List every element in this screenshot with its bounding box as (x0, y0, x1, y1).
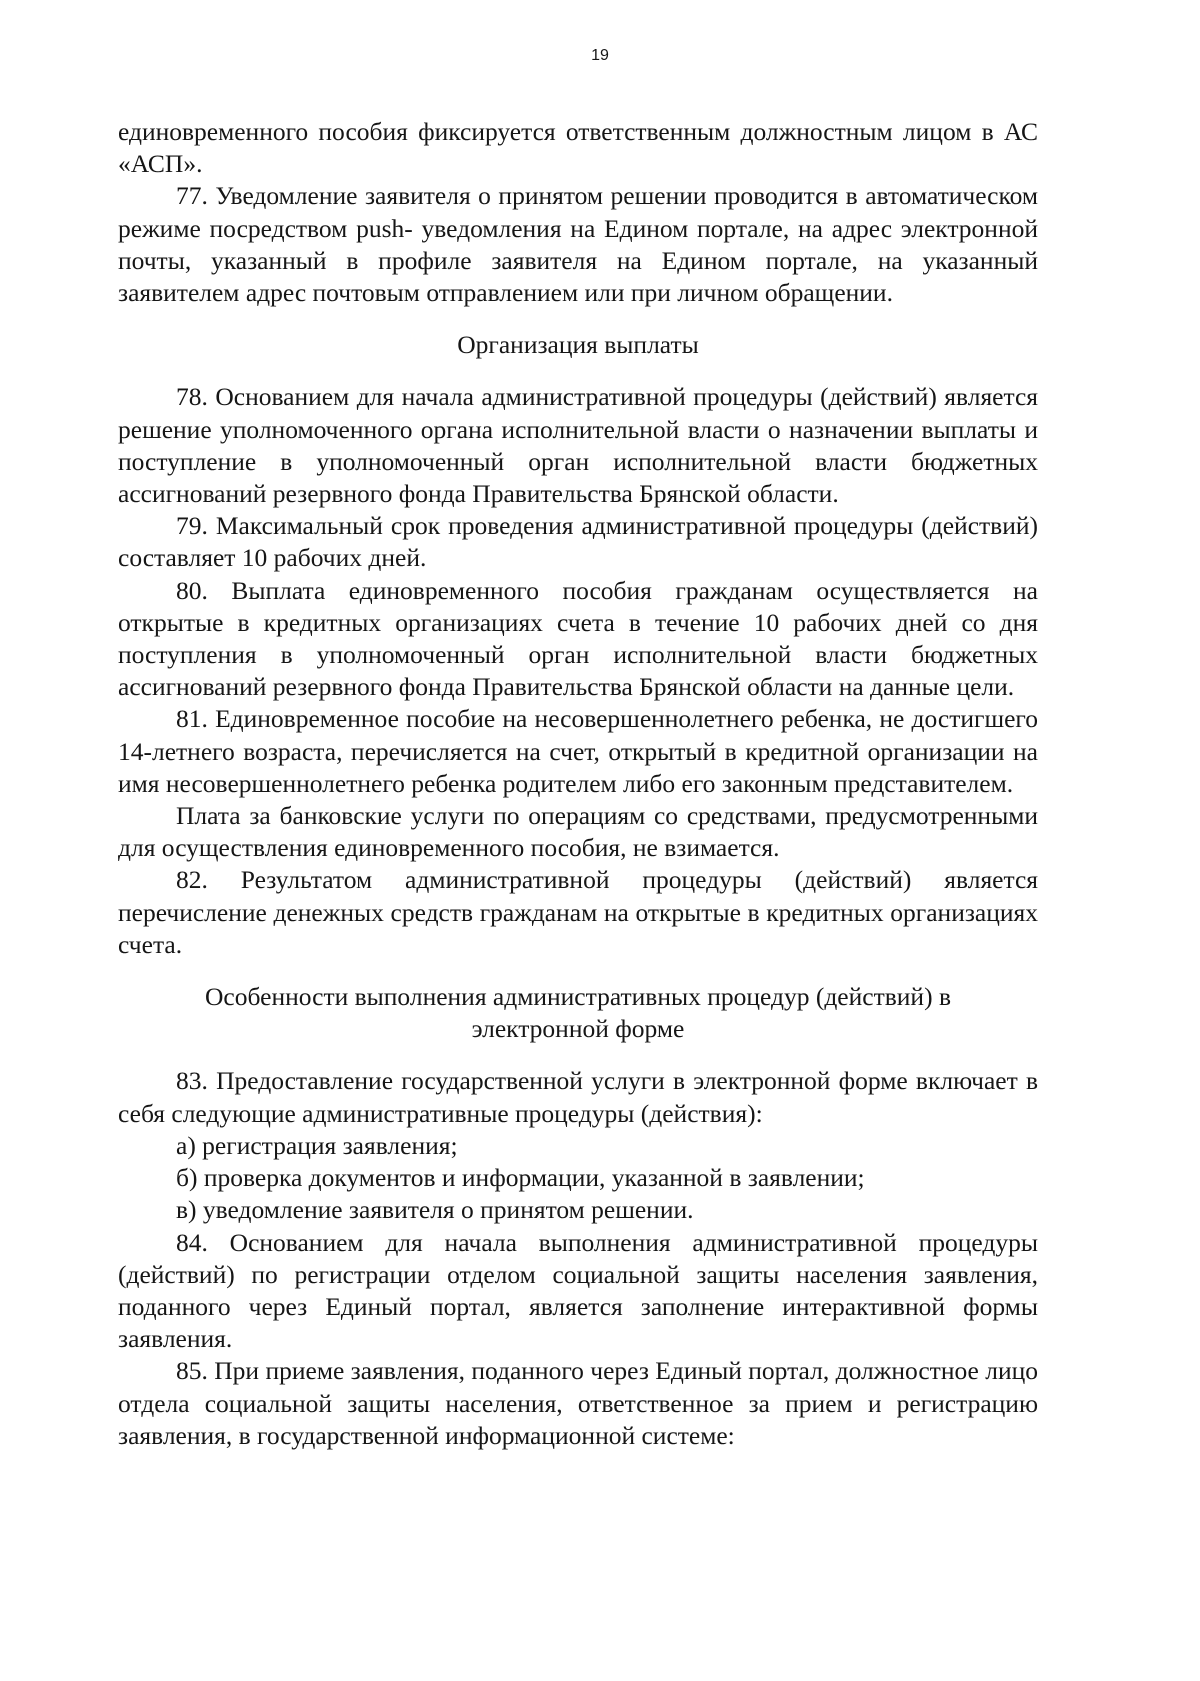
list-item-b: б) проверка документов и информации, указанной в заявлении; (176, 1163, 865, 1193)
section-heading-payment: Организация выплаты (457, 330, 699, 360)
list-item-a: а) регистрация заявления; (176, 1130, 458, 1160)
page-number: 19 (591, 47, 609, 64)
paragraph-83: 83. Предоставление государственной услуги в электронной форме включает в себя следующие административные процедуры (действия): (118, 1066, 1038, 1128)
paragraph-79: 79. Максимальный срок проведения административной процедуры (действий) составляет 10 рабочих дней. (118, 511, 1038, 573)
section-heading-electronic-line2: электронной форме (471, 1014, 685, 1044)
paragraph-85: 85. При приеме заявления, поданного через Единый портал, должностное лицо отдела социальной защиты населения, ответственное за прием и регистрацию заявления, в государственной информационной системе: (118, 1356, 1038, 1450)
paragraph-78: 78. Основанием для начала административной процедуры (действий) является решение уполномоченного органа исполнительной власти о назначении выплаты и поступление в уполномоченный орган исполнительной власти бюджетных ассигнований резервного фонда Правительства Брянской области. (118, 382, 1038, 509)
paragraph-81: 81. Единовременное пособие на несовершеннолетнего ребенка, не достигшего 14-летнего возраста, перечисляется на счет, открытый в кредитной организации на имя несовершеннолетнего ребенка родителем либо его законным представителем. (118, 704, 1038, 798)
paragraph-84: 84. Основанием для начала выполнения административной процедуры (действий) по регистрации отделом социальной защиты населения заявления, поданного через Единый портал, является заполнение интерактивной формы заявления. (118, 1227, 1038, 1354)
section-heading-electronic-line1: Особенности выполнения административных процедур (действий) в (205, 982, 951, 1012)
paragraph-82: 82. Результатом административной процедуры (действий) является перечисление денежных средств гражданам на открытые в кредитных организациях счета. (118, 865, 1038, 959)
paragraph-80: 80. Выплата единовременного пособия гражданам осуществляется на открытые в кредитных организациях счета в течение 10 рабочих дней со дня поступления в уполномоченный орган исполнительной власти бюджетных ассигнований резервного фонда Правительства Брянской области на данные цели. (118, 575, 1038, 702)
paragraph-bank-fee: Плата за банковские услуги по операциям со средствами, предусмотренными для осуществления единовременного пособия, не взимается. (118, 801, 1038, 863)
list-item-c: в) уведомление заявителя о принятом решении. (176, 1195, 694, 1225)
paragraph-continuation: единовременного пособия фиксируется ответственным должностным лицом в АС «АСП». (118, 117, 1038, 179)
paragraph-77: 77. Уведомление заявителя о принятом решении проводится в автоматическом режиме посредством push- уведомления на Едином портале, на адрес электронной почты, указанный в профиле заявителя на Едином портале, на указанный заявителем адрес почтовым отправлением или при личном обращении. (118, 181, 1038, 308)
document-body (118, 116, 1038, 1452)
